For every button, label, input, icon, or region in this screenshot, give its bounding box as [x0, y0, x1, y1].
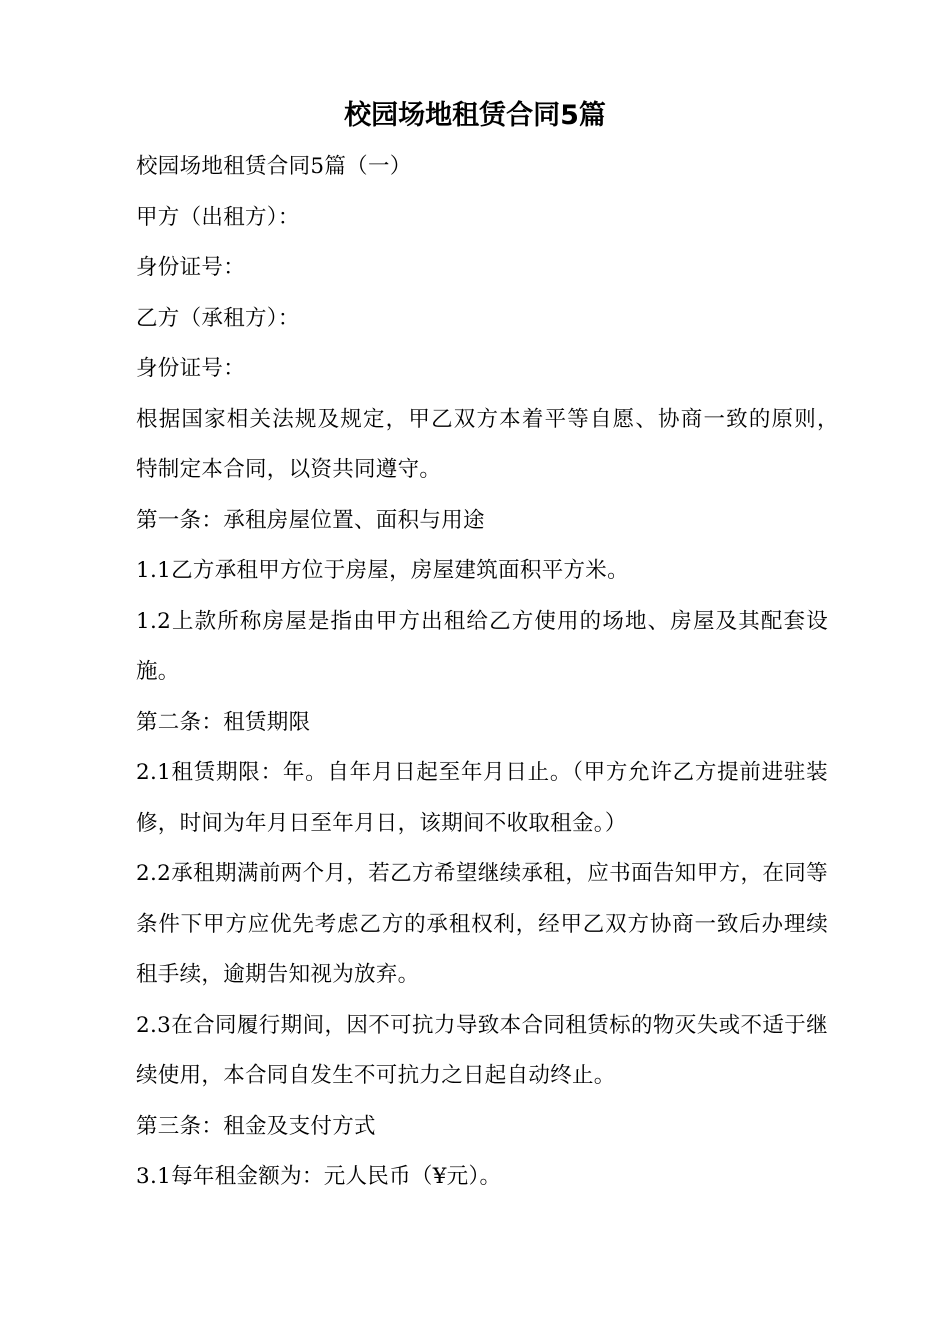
paragraph-clause-2-2: 2.2承租期满前两个月，若乙方希望继续承租，应书面告知甲方，在同等条件下甲方应优先考虑乙方的承租权利，经甲乙双方协商一致后办理续租手续，逾期告知视为放弃。 — [136, 861, 828, 987]
paragraph-party-b: 乙方（承租方）： — [136, 305, 300, 331]
document-title: 校园场地租赁合同5篇 — [344, 100, 606, 131]
paragraph-party-a: 甲方（出租方）： — [136, 204, 300, 230]
paragraph-clause-1-2: 1.2上款所称房屋是指由甲方出租给乙方使用的场地、房屋及其配套设施。 — [136, 608, 828, 684]
paragraph-party-b-id: 身份证号： — [136, 356, 246, 381]
paragraph-clause-1-1: 1.1乙方承租甲方位于房屋，房屋建筑面积平方米。 — [136, 558, 629, 583]
paragraph-section-heading: 校园场地租赁合同5篇（一） — [136, 154, 412, 179]
paragraph-preamble: 根据国家相关法规及规定，甲乙双方本着平等自愿、协商一致的原则， 特制定本合同，以资共同遵守。 — [136, 406, 850, 482]
paragraph-party-a-id: 身份证号： — [136, 255, 246, 280]
paragraph-clause-3-1: 3.1每年租金额为：元人民币（¥元）。 — [136, 1164, 502, 1189]
paragraph-article-2-heading: 第二条：租赁期限 — [136, 709, 311, 735]
paragraph-clause-2-1: 2.1租赁期限：年。自年月日起至年月日止。（甲方允许乙方提前进驻装修，时间为年月日至年月日，该期间不收取租金。） — [136, 760, 828, 836]
document-body — [136, 142, 850, 1203]
paragraph-clause-2-3: 2.3在合同履行期间，因不可抗力导致本合同租赁标的物灭失或不适于继续使用，本合同自发生不可抗力之日起自动终止。 — [136, 1012, 828, 1088]
paragraph-article-1-heading: 第一条：承租房屋位置、面积与用途 — [136, 507, 485, 533]
paragraph-article-3-heading: 第三条：租金及支付方式 — [136, 1113, 376, 1139]
